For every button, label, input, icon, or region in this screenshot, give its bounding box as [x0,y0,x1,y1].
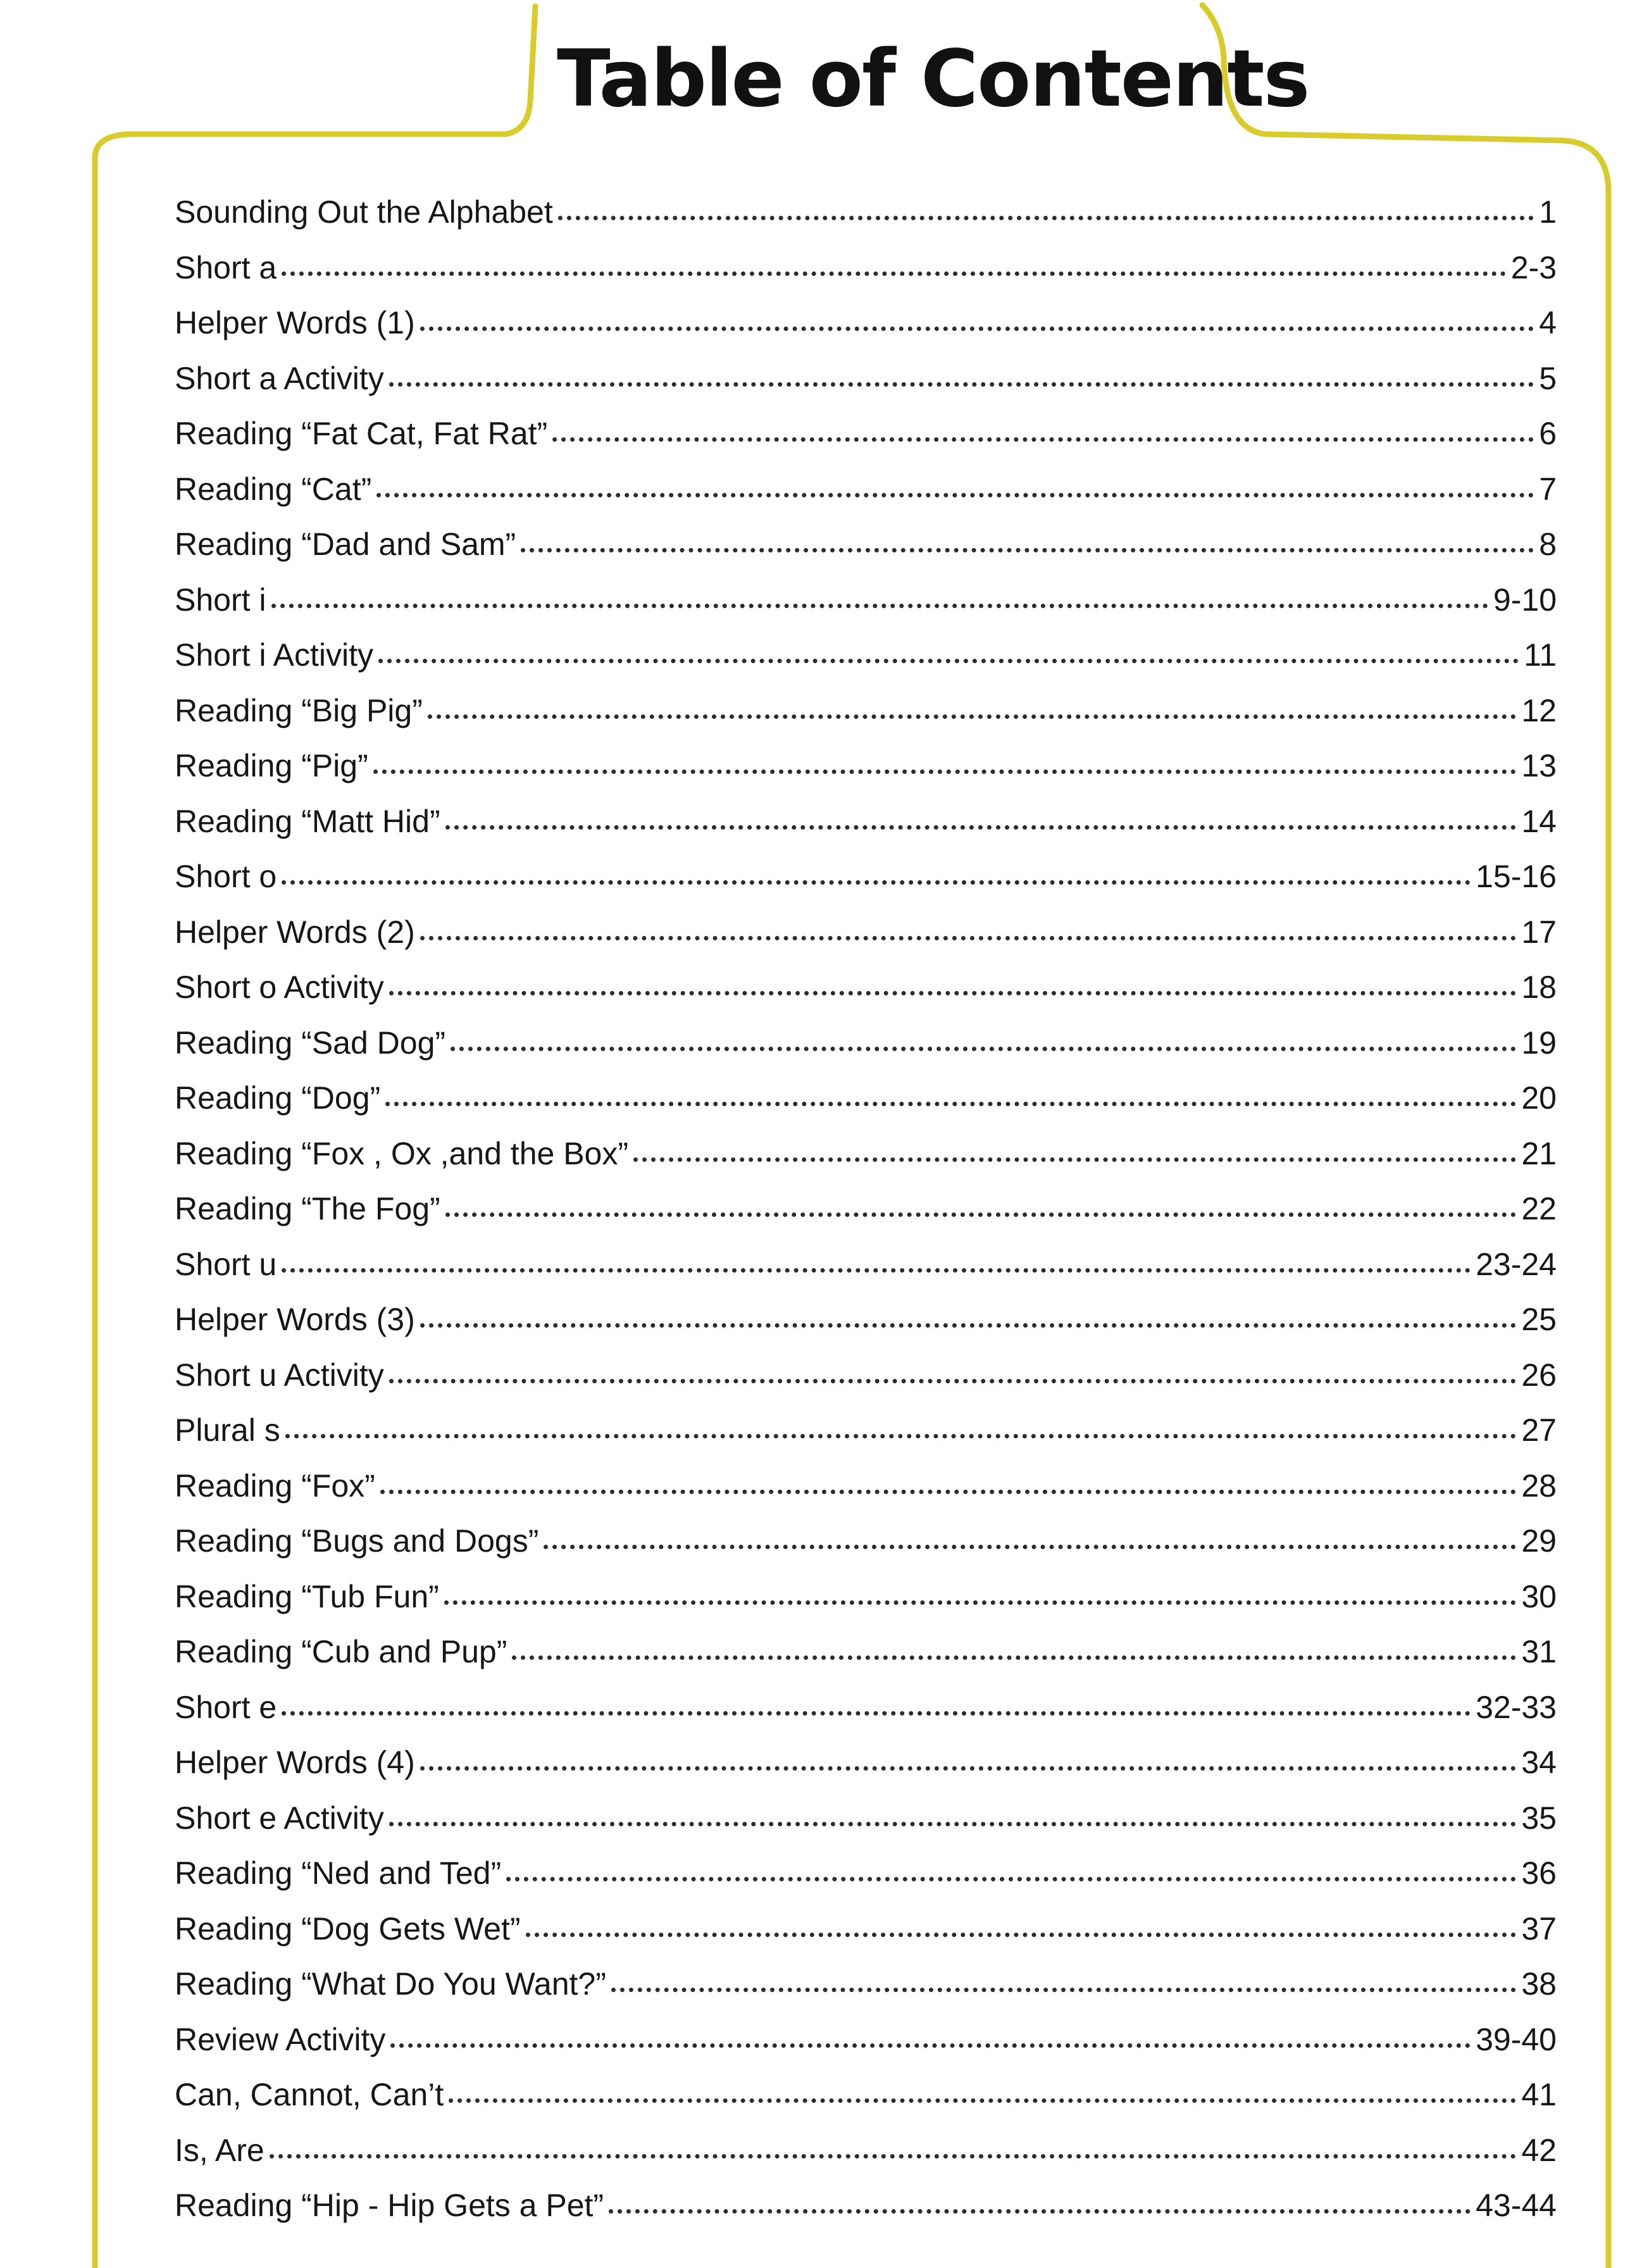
toc-entry [175,1957,1557,2012]
toc-entry-title: Reading “Dog” [175,1080,381,1116]
dot-leader [611,1986,1517,1992]
toc-entry [175,1292,1557,1348]
page-title: Table of Contents [557,34,1309,125]
dot-leader [389,1378,1517,1383]
toc-entry-title: Reading “Fox” [175,1467,375,1504]
dot-leader [389,1821,1517,1826]
dot-leader [428,713,1517,719]
toc-entry-page-number: 26 [1521,1357,1557,1393]
toc-entry-page-number: 8 [1539,526,1557,562]
toc-entry-title: Reading “Matt Hid” [175,803,440,839]
toc-entry [175,1514,1557,1569]
dot-leader [282,270,1506,276]
toc-entry-page-number: 31 [1521,1634,1557,1669]
toc-entry [175,1016,1557,1071]
toc-entry-page-number: 17 [1521,914,1557,950]
toc-entry-title: Reading “What Do You Want?” [175,1966,606,2002]
toc-entry-page-number: 14 [1521,803,1557,839]
toc-entry [175,185,1557,240]
toc-entry-page-number: 19 [1521,1025,1557,1061]
toc-entry [175,1237,1557,1293]
toc-entry-title: Short i Activity [175,637,373,673]
dot-leader [445,1211,1517,1217]
toc-entry-title: Reading “Fox , Ox ,and the Box” [175,1135,629,1171]
toc-entry-title: Reading “Cub and Pup” [175,1634,507,1669]
toc-entry-title: Can, Cannot, Can’t [175,2077,444,2112]
dot-leader [506,1876,1516,1881]
toc-entry-title: Reading “Dad and Sam” [175,526,516,562]
toc-entry [175,2178,1557,2234]
dot-leader [633,1156,1516,1162]
dot-leader [282,1267,1471,1273]
dot-leader [271,602,1488,608]
toc-entry-page-number: 21 [1521,1135,1557,1171]
toc-entry-title: Short o [175,859,277,894]
dot-leader [526,1931,1517,1937]
toc-entry-page-number: 13 [1521,748,1557,783]
toc-entry-title: Helper Words (3) [175,1302,415,1337]
dot-leader [390,2042,1471,2048]
toc-entry-title: Plural s [175,1412,280,1448]
toc-entry [175,462,1557,518]
dot-leader [376,492,1534,497]
toc-entry-title: Reading “Sad Dog” [175,1025,446,1061]
toc-entry-title: Helper Words (1) [175,305,415,340]
toc-entry-title: Short i [175,582,266,618]
toc-entry [175,2067,1557,2123]
toc-entry-page-number: 12 [1521,692,1557,728]
toc-entry-page-number: 30 [1521,1578,1557,1614]
dot-leader [420,1765,1517,1771]
toc-entry-page-number: 1 [1539,194,1557,230]
toc-entry [175,1680,1557,1736]
toc-entry [175,1181,1557,1237]
toc-entry-page-number: 15-16 [1476,859,1557,894]
toc-entry-page-number: 39-40 [1476,2021,1557,2057]
toc-entry-page-number: 37 [1521,1910,1557,1947]
dot-leader [445,824,1517,830]
toc-entry-title: Reading “Bugs and Dogs” [175,1523,539,1559]
toc-entry-page-number: 2-3 [1510,249,1557,285]
toc-entry-page-number: 43-44 [1476,2188,1557,2223]
toc-entry [175,849,1557,905]
toc-entry [175,1846,1557,1902]
toc-entry-title: Short u Activity [175,1357,384,1393]
toc-entry [175,296,1557,351]
toc-entry-page-number: 29 [1521,1523,1557,1559]
toc-entry-page-number: 22 [1521,1191,1557,1226]
toc-entry-page-number: 6 [1539,416,1557,451]
toc-entry-page-number: 18 [1521,969,1557,1005]
toc-entry [175,1403,1557,1459]
toc-entry-title: Helper Words (2) [175,914,415,950]
dot-leader [521,547,1534,552]
toc-entry-page-number: 41 [1521,2077,1557,2112]
dot-leader [444,1599,1517,1605]
dot-leader [270,2153,1517,2159]
dot-leader [552,436,1534,442]
dot-leader [420,325,1534,331]
dot-leader [449,2097,1516,2103]
toc-entry-page-number: 23-24 [1476,1246,1557,1282]
dot-leader [285,1433,1517,1438]
toc-entry-title: Short u [175,1246,277,1282]
toc-entry-title: Reading “Cat” [175,471,372,507]
toc-entry [175,1459,1557,1514]
toc-entry [175,351,1557,407]
toc-entry [175,240,1557,296]
toc-entry [175,905,1557,961]
toc-entry-title: Is, Are [175,2132,264,2168]
toc-entry-page-number: 38 [1521,1966,1557,2002]
toc-entry [175,1569,1557,1625]
dot-leader [282,1710,1471,1716]
toc-entry-title: Reading “Fat Cat, Fat Rat” [175,416,548,451]
toc-list [175,185,1557,2234]
toc-entry [175,573,1557,628]
toc-entry [175,2123,1557,2179]
dot-leader [389,990,1517,995]
dot-leader [451,1045,1516,1051]
toc-entry-title: Reading “Pig” [175,748,368,783]
toc-entry-page-number: 42 [1521,2132,1557,2168]
dot-leader [373,768,1517,774]
toc-entry [175,1791,1557,1847]
toc-entry [175,1735,1557,1791]
toc-entry-title: Reading “The Fog” [175,1191,440,1226]
dot-leader [420,935,1517,940]
toc-entry-page-number: 9-10 [1493,582,1557,618]
toc-entry-page-number: 35 [1521,1800,1557,1836]
toc-entry-title: Short o Activity [175,969,384,1005]
toc-entry [175,1624,1557,1680]
toc-entry-page-number: 7 [1539,471,1557,507]
toc-entry [175,517,1557,573]
toc-entry-title: Sounding Out the Alphabet [175,194,553,230]
toc-entry-title: Reading “Dog Gets Wet” [175,1910,521,1947]
toc-entry-page-number: 5 [1539,360,1557,396]
toc-entry-title: Review Activity [175,2021,386,2057]
toc-entry-page-number: 25 [1521,1302,1557,1337]
toc-entry [175,1126,1557,1182]
toc-entry-title: Reading “Tub Fun” [175,1578,439,1614]
dot-leader [544,1543,1516,1549]
toc-entry-page-number: 28 [1521,1467,1557,1504]
toc-entry [175,738,1557,794]
dot-leader [389,381,1534,387]
toc-entry [175,683,1557,739]
toc-entry-page-number: 4 [1539,305,1557,340]
dot-leader [609,2208,1471,2214]
toc-entry [175,2012,1557,2068]
toc-entry-page-number: 27 [1521,1412,1557,1448]
toc-entry-page-number: 11 [1524,637,1557,673]
toc-entry-title: Short a [175,249,277,285]
toc-entry-page-number: 32-33 [1476,1689,1557,1725]
dot-leader [512,1654,1516,1660]
toc-entry [175,794,1557,850]
toc-entry-title: Short e Activity [175,1800,384,1836]
toc-entry-title: Short a Activity [175,360,384,396]
dot-leader [378,657,1519,663]
toc-entry [175,628,1557,683]
toc-entry-title: Reading “Big Pig” [175,692,423,728]
toc-entry-page-number: 34 [1521,1745,1557,1780]
dot-leader [558,215,1534,220]
toc-entry-page-number: 20 [1521,1080,1557,1116]
toc-entry [175,1348,1557,1404]
toc-entry-title: Reading “Ned and Ted” [175,1855,502,1891]
dot-leader [282,879,1471,885]
dot-leader [385,1100,1516,1106]
dot-leader [380,1488,1517,1494]
toc-entry-page-number: 36 [1521,1855,1557,1891]
toc-entry-title: Short e [175,1689,277,1725]
toc-entry [175,406,1557,462]
toc-entry [175,1902,1557,1957]
toc-entry-title: Reading “Hip - Hip Gets a Pet” [175,2188,604,2223]
toc-entry [175,960,1557,1016]
toc-entry-title: Helper Words (4) [175,1745,415,1780]
dot-leader [420,1322,1517,1328]
toc-entry [175,1071,1557,1126]
